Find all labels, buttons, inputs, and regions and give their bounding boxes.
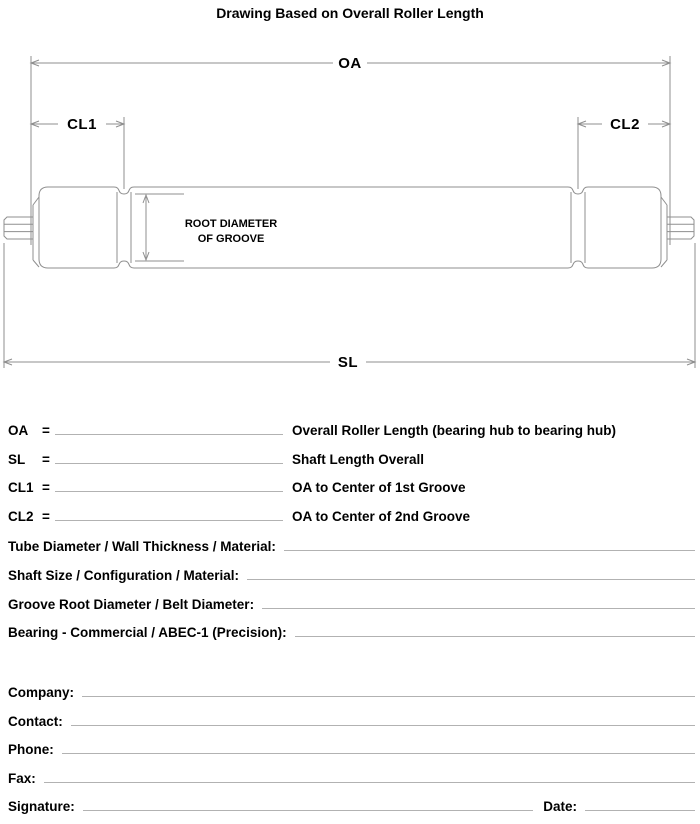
date-field[interactable] — [585, 796, 695, 811]
spec-row-shaft — [8, 565, 695, 583]
contact-label-contact: Contact: — [8, 714, 63, 729]
dim-description-cl1: OA to Center of 1st Groove — [292, 480, 466, 495]
phone-field[interactable] — [62, 739, 695, 754]
dim-description-sl: Shaft Length Overall — [292, 452, 425, 467]
cl1-dimension-label: CL1 — [67, 116, 97, 133]
spec-label-shaft: Shaft Size / Configuration / Material: — [8, 568, 240, 583]
spec-label-bearing: Bearing - Commercial / ABEC-1 (Precision): — [8, 625, 287, 640]
spec-label-groove: Groove Root Diameter / Belt Diameter: — [8, 597, 255, 612]
signature-label: Signature: — [8, 799, 75, 814]
dim-value-field-sl[interactable] — [55, 449, 283, 464]
contact-row-phone — [8, 739, 695, 757]
spec-value-field-tube[interactable] — [284, 536, 695, 551]
dim-equals-cl2: = — [42, 509, 50, 524]
dim-equals-sl: = — [42, 452, 50, 467]
dim-row-oa — [8, 420, 695, 438]
dim-row-sl — [8, 449, 695, 467]
contact-label-company: Company: — [8, 685, 75, 700]
signature-field[interactable] — [83, 796, 533, 811]
roller-tube-outline — [39, 187, 661, 268]
date-label: Date: — [543, 799, 577, 814]
bearing-hub-left — [33, 197, 39, 267]
dim-row-cl1 — [8, 477, 695, 495]
signature-row — [8, 796, 695, 814]
roller-diagram — [0, 0, 700, 400]
spec-row-tube — [8, 536, 695, 554]
dim-value-field-oa[interactable] — [55, 420, 283, 435]
fax-field[interactable] — [44, 768, 695, 783]
root-diameter-label-line2: OF GROOVE — [197, 233, 265, 245]
bearing-hub-right — [661, 197, 667, 267]
spec-label-tube: Tube Diameter / Wall Thickness / Material: — [8, 539, 276, 554]
dim-value-field-cl2[interactable] — [55, 506, 283, 521]
dim-term-oa: OA — [8, 423, 29, 438]
spec-value-field-bearing[interactable] — [295, 622, 695, 637]
groove-root-edges-left — [117, 192, 131, 263]
groove-root-edges-right — [571, 192, 585, 263]
sl-dimension-label: SL — [337, 354, 359, 371]
dim-term-sl: SL — [8, 452, 26, 467]
dim-row-cl2 — [8, 506, 695, 524]
root-diameter-extension-lines — [135, 194, 184, 261]
contact-row-fax — [8, 768, 695, 786]
spec-value-field-shaft[interactable] — [247, 565, 695, 580]
dim-equals-cl1: = — [42, 480, 50, 495]
contact-label-phone: Phone: — [8, 742, 54, 757]
dim-value-field-cl1[interactable] — [55, 477, 283, 492]
dim-description-cl2: OA to Center of 2nd Groove — [292, 509, 471, 524]
company-field[interactable] — [82, 682, 695, 697]
dim-description-oa: Overall Roller Length (bearing hub to bearing hub) — [292, 423, 617, 438]
contact-row-contact — [8, 711, 695, 729]
shaft-right — [667, 217, 694, 239]
shaft-left — [4, 217, 33, 239]
page-title: Drawing Based on Overall Roller Length — [216, 5, 484, 21]
dim-equals-oa: = — [42, 423, 50, 438]
oa-dimension-label: OA — [338, 55, 362, 72]
contact-row-company — [8, 682, 695, 700]
root-diameter-label-line1: ROOT DIAMETER — [184, 218, 278, 230]
cl2-dimension-label: CL2 — [610, 116, 640, 133]
spec-row-groove — [8, 594, 695, 612]
contact-label-fax: Fax: — [8, 771, 36, 786]
dim-term-cl2: CL2 — [8, 509, 34, 524]
spec-row-bearing — [8, 622, 695, 640]
spec-value-field-groove[interactable] — [262, 594, 695, 609]
contact-field[interactable] — [71, 711, 695, 726]
dim-term-cl1: CL1 — [8, 480, 34, 495]
